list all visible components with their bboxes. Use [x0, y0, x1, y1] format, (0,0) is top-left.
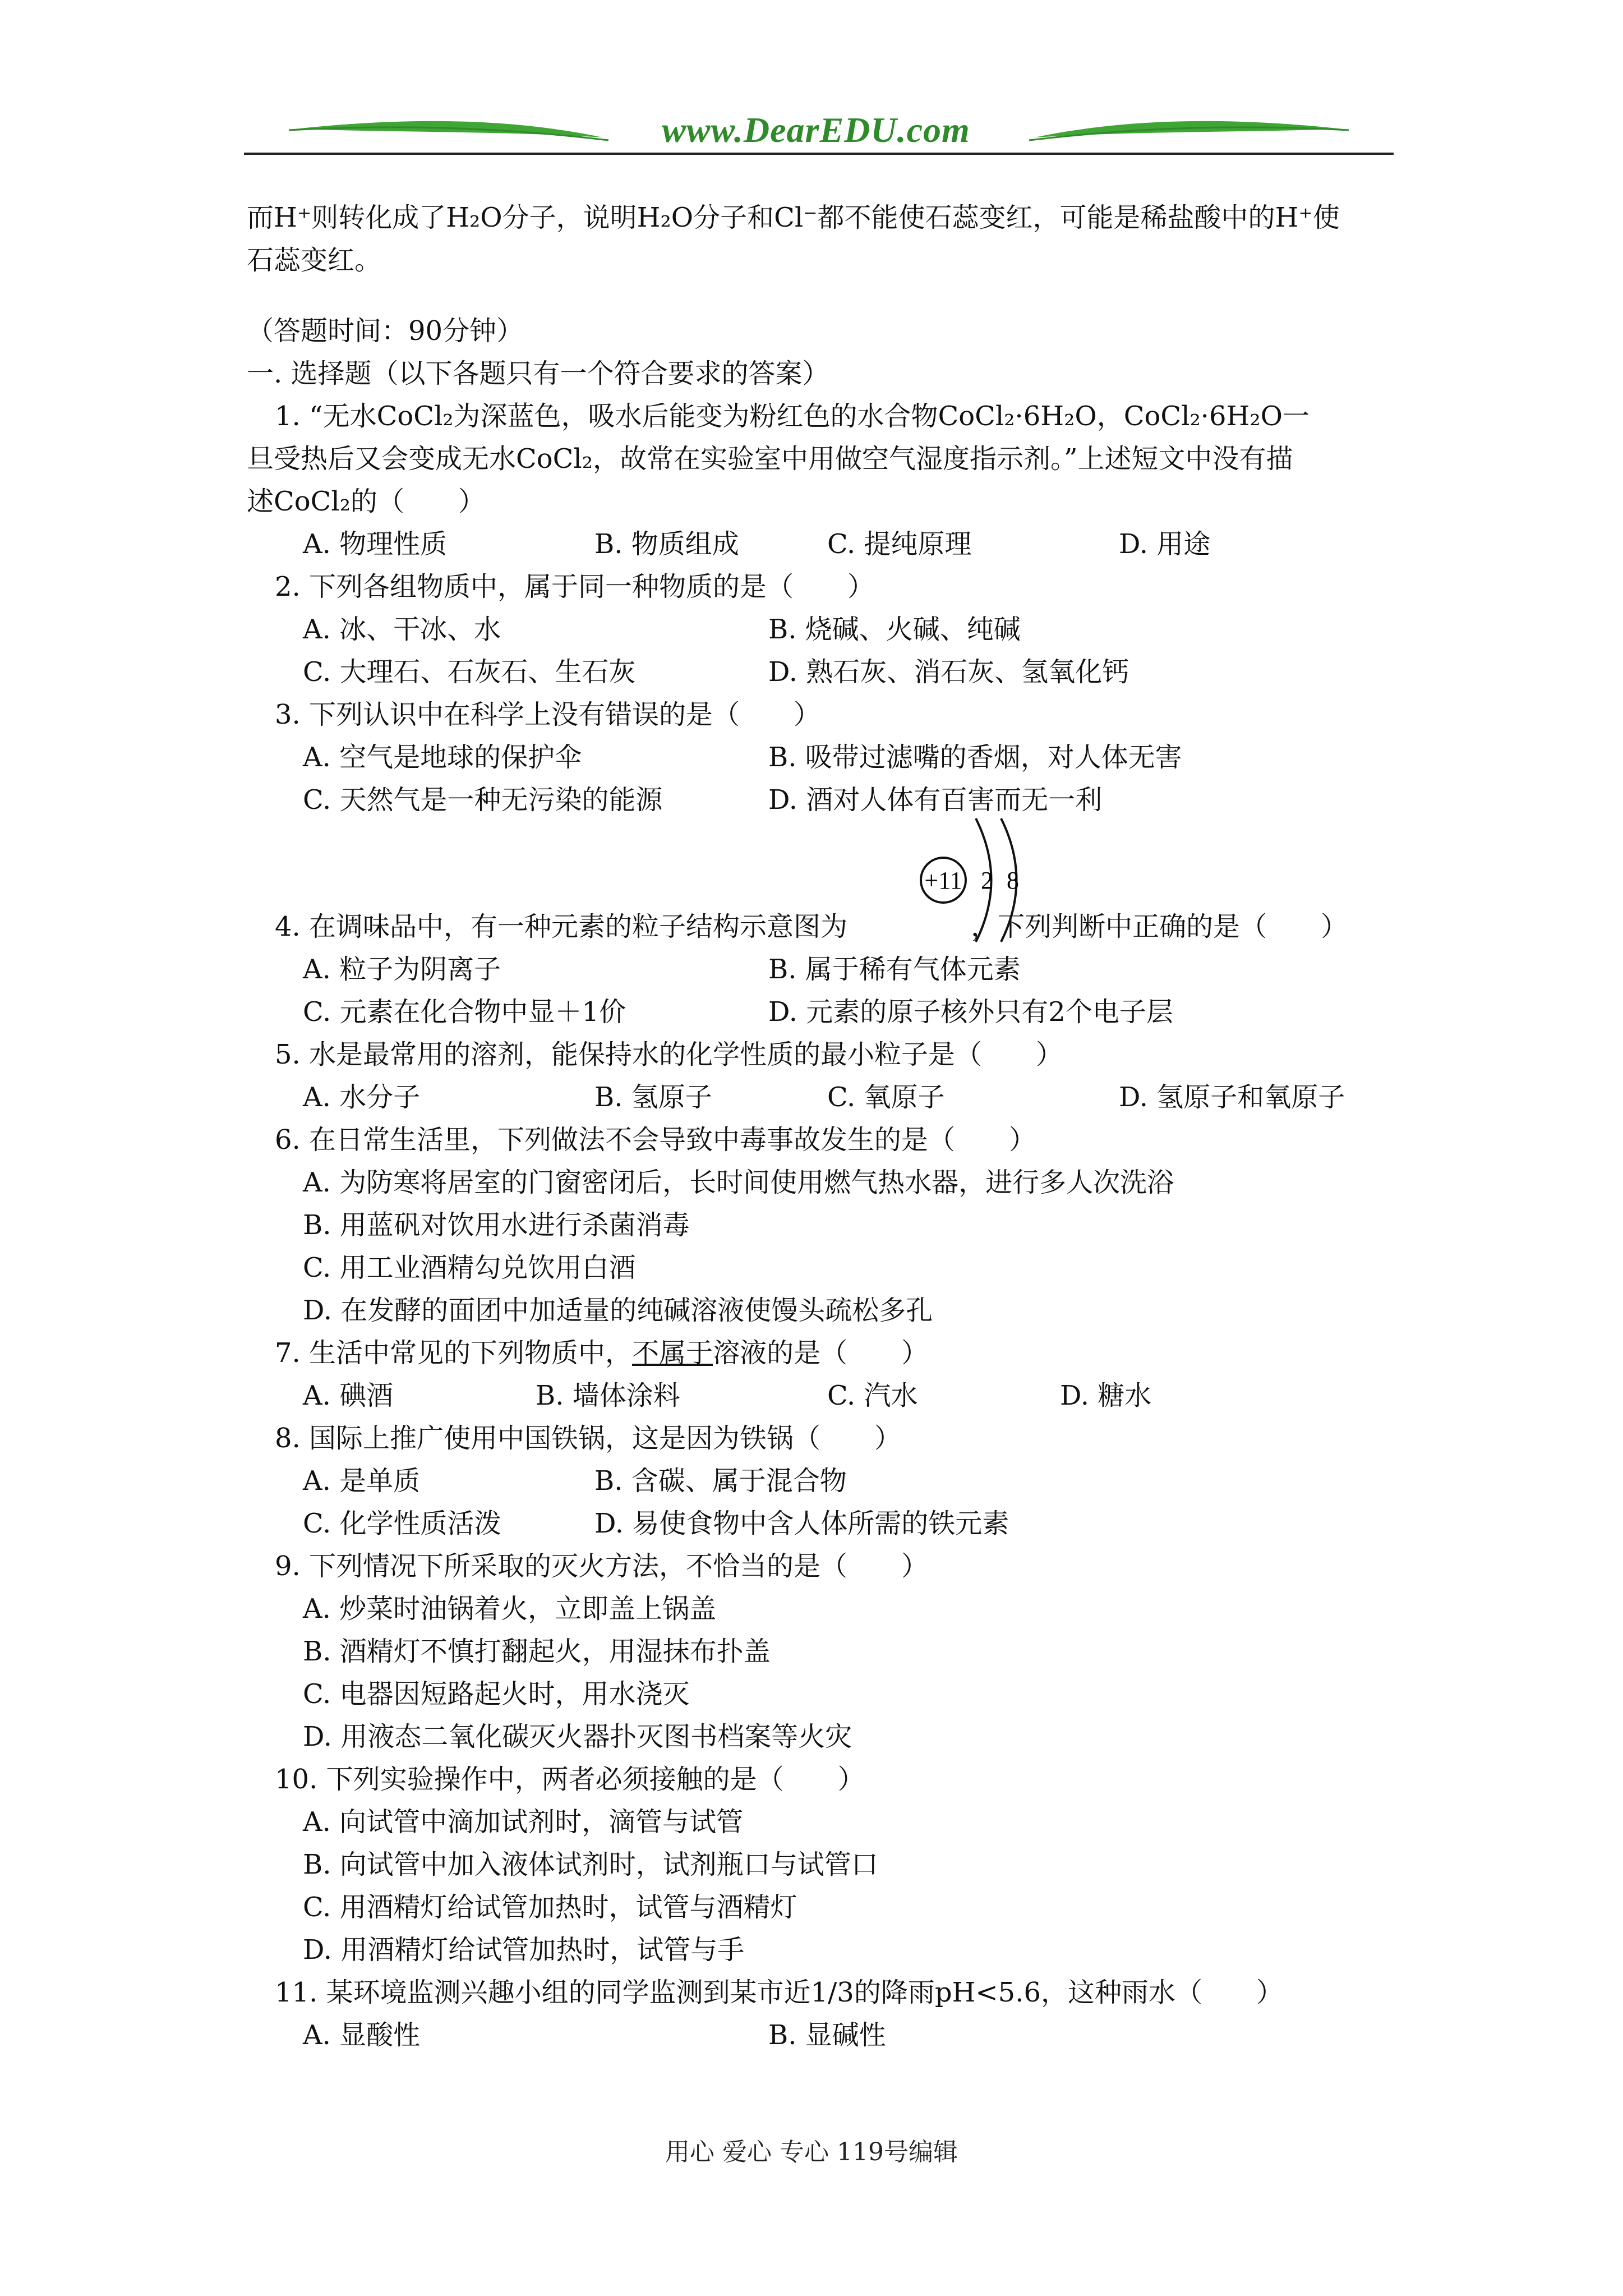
q4-stem: [247, 905, 1385, 948]
shell-1-electrons: 2: [981, 867, 993, 894]
q8-stem: 8. 国际上推广使用中国铁锅，这是因为铁锅（ ）: [275, 1423, 902, 1454]
q1-options: [247, 523, 1385, 565]
q1-option-c[interactable]: C. 提纯原理: [827, 528, 972, 560]
q9-option-d[interactable]: D. 用液态二氧化碳灭火器扑灭图书档案等火灾: [303, 1721, 852, 1752]
page-footer: 用心 爱心 专心 119号编辑: [665, 2138, 958, 2166]
q8-options-row-1: [247, 1460, 1385, 1502]
q2-options-row-1: [247, 608, 1385, 651]
q8-options-row-2: [247, 1502, 1385, 1545]
nucleus-charge: +11: [924, 867, 962, 894]
q4-option-a[interactable]: A. 粒子为阴离子: [303, 954, 501, 985]
q7-option-d[interactable]: D. 糖水: [1060, 1380, 1152, 1411]
q11-option-b[interactable]: B. 显碱性: [768, 2019, 886, 2051]
q7-stem-underlined: 不属于: [632, 1337, 713, 1369]
spacer: [247, 282, 1385, 310]
q11-options: [247, 2014, 1385, 2056]
q10-option-c[interactable]: C. 用酒精灯给试管加热时，试管与酒精灯: [303, 1892, 797, 1923]
q9-option-a[interactable]: A. 炒菜时油锅着火，立即盖上锅盖: [303, 1593, 717, 1625]
site-logo: www.DearEDU.com: [662, 110, 970, 150]
q7-stem: [247, 1332, 1385, 1374]
q2-option-d[interactable]: D. 熟石灰、消石灰、氢氧化钙: [768, 656, 1129, 688]
q3-option-c[interactable]: C. 天然气是一种无污染的能源: [303, 784, 663, 816]
q11-option-a[interactable]: A. 显酸性: [303, 2019, 421, 2051]
document-body: [247, 196, 1385, 2056]
q8-option-c[interactable]: C. 化学性质活泼: [303, 1508, 501, 1539]
q2-stem: 2. 下列各组物质中，属于同一种物质的是（ ）: [275, 571, 875, 602]
q6-stem: 6. 在日常生活里，下列做法不会导致中毒事故发生的是（ ）: [275, 1124, 1036, 1156]
q4-option-b[interactable]: B. 属于稀有气体元素: [768, 954, 1021, 985]
q4-stem-pre: 4. 在调味品中，有一种元素的粒子结构示意图为: [275, 911, 848, 942]
q5-option-a[interactable]: A. 水分子: [303, 1082, 421, 1113]
q3-option-b[interactable]: B. 吸带过滤嘴的香烟，对人体无害: [768, 742, 1182, 773]
q6-option-d[interactable]: D. 在发酵的面团中加适量的纯碱溶液使馒头疏松多孔: [303, 1295, 933, 1326]
q2-option-a[interactable]: A. 冰、干冰、水: [303, 614, 501, 645]
q3-option-a[interactable]: A. 空气是地球的保护伞: [303, 742, 582, 773]
q11-stem: 11. 某环境监测兴趣小组的同学监测到某市近1/3的降雨pH<5.6，这种雨水（ ）: [275, 1977, 1283, 2008]
intro-line-2: 石蕊变红。: [247, 245, 382, 276]
q4-option-d[interactable]: D. 元素的原子核外只有2个电子层: [768, 996, 1173, 1028]
q3-options-row-2: [247, 779, 1385, 821]
q4-stem-post: ，下列判断中正确的是（ ）: [971, 911, 1348, 942]
q5-options: [247, 1076, 1385, 1119]
q3-option-d[interactable]: D. 酒对人体有百害而无一利: [768, 784, 1103, 816]
q6-option-c[interactable]: C. 用工业酒精勾兑饮用白酒: [303, 1252, 636, 1283]
q10-option-a[interactable]: A. 向试管中滴加试剂时，滴管与试管: [303, 1806, 744, 1838]
q5-stem: 5. 水是最常用的溶剂，能保持水的化学性质的最小粒子是（ ）: [275, 1039, 1063, 1070]
q1-stem-line-3: 述CoCl₂的（ ）: [247, 486, 485, 517]
header-divider: [244, 153, 1394, 155]
q8-option-d[interactable]: D. 易使食物中含人体所需的铁元素: [594, 1508, 1009, 1539]
q3-stem: 3. 下列认识中在科学上没有错误的是（ ）: [275, 699, 821, 730]
q1-option-b[interactable]: B. 物质组成: [594, 528, 739, 560]
q2-options-row-2: [247, 651, 1385, 693]
q1-stem-line-1: 1. “无水CoCl₂为深蓝色，吸水后能变为粉红色的水合物CoCl₂·6H₂O，CoCl₂·6H₂O一: [275, 401, 1310, 432]
intro-line-1: 而H⁺则转化成了H₂O分子，说明H₂O分子和Cl⁻都不能使石蕊变红，可能是稀盐酸中的H⁺使: [247, 202, 1340, 233]
q9-option-c[interactable]: C. 电器因短路起火时，用水浇灭: [303, 1678, 690, 1710]
q8-option-a[interactable]: A. 是单质: [303, 1465, 421, 1497]
q9-option-b[interactable]: B. 酒精灯不慎打翻起火，用湿抹布扑盖: [303, 1636, 771, 1667]
q7-options: [247, 1374, 1385, 1417]
q1-option-d[interactable]: D. 用途: [1119, 528, 1211, 560]
q10-option-b[interactable]: B. 向试管中加入液体试剂时，试剂瓶口与试管口: [303, 1849, 878, 1880]
q2-option-b[interactable]: B. 烧碱、火碱、纯碱: [768, 614, 1021, 645]
q8-option-b[interactable]: B. 含碳、属于混合物: [594, 1465, 847, 1497]
q7-stem-pre: 7. 生活中常见的下列物质中，: [275, 1337, 633, 1369]
q2-option-c[interactable]: C. 大理石、石灰石、生石灰: [303, 656, 636, 688]
q4-options-row-1: [247, 948, 1385, 991]
q7-stem-post: 溶液的是（ ）: [713, 1337, 929, 1369]
q7-option-c[interactable]: C. 汽水: [827, 1380, 918, 1411]
q6-option-a[interactable]: A. 为防寒将居室的门窗密闭后，长时间使用燃气热水器，进行多人次洗浴: [303, 1167, 1174, 1198]
q5-option-b[interactable]: B. 氢原子: [594, 1082, 712, 1113]
q10-option-d[interactable]: D. 用酒精灯给试管加热时，试管与手: [303, 1934, 745, 1966]
q5-option-c[interactable]: C. 氧原子: [827, 1082, 945, 1113]
q6-option-b[interactable]: B. 用蓝矾对饮用水进行杀菌消毒: [303, 1209, 690, 1241]
q4-diagram-area: [247, 821, 1385, 905]
shell-2-electrons: 8: [1007, 867, 1019, 894]
q4-options-row-2: [247, 991, 1385, 1033]
q1-stem-line-2: 旦受热后又会变成无水CoCl₂，故常在实验室中用做空气湿度指示剂。”上述短文中没有描: [247, 443, 1293, 475]
atom-structure-diagram: [909, 810, 1066, 956]
q5-option-d[interactable]: D. 氢原子和氧原子: [1119, 1082, 1345, 1113]
q3-options-row-1: [247, 736, 1385, 779]
q10-stem: 10. 下列实验操作中，两者必须接触的是（ ）: [275, 1764, 865, 1795]
q7-option-b[interactable]: B. 墙体涂料: [536, 1380, 680, 1411]
q4-option-c[interactable]: C. 元素在化合物中显＋1价: [303, 996, 626, 1028]
section-title: 一. 选择题（以下各题只有一个符合要求的答案）: [247, 358, 829, 389]
q9-stem: 9. 下列情况下所采取的灭火方法，不恰当的是（ ）: [275, 1550, 929, 1582]
exam-time: （答题时间：90分钟）: [247, 315, 524, 347]
q1-option-a[interactable]: A. 物理性质: [303, 528, 448, 560]
q7-option-a[interactable]: A. 碘酒: [303, 1380, 394, 1411]
